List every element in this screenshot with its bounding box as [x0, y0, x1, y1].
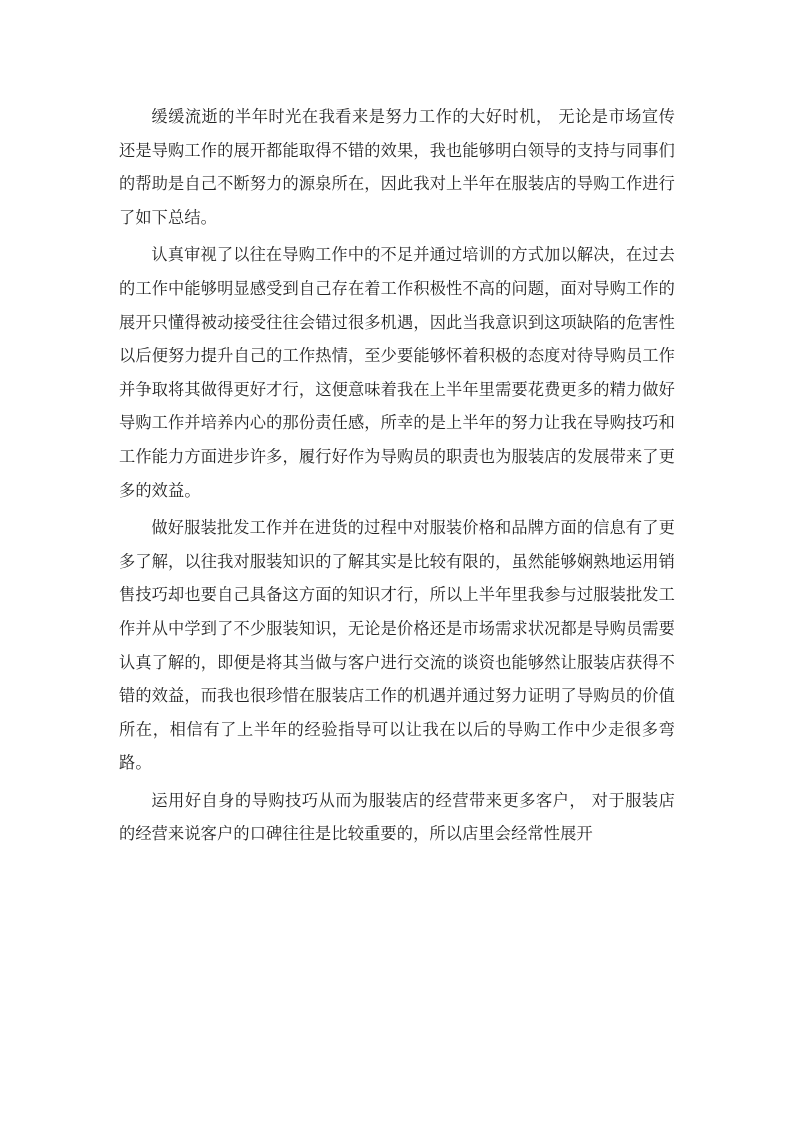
paragraph-3: 做好服装批发工作并在进货的过程中对服装价格和品牌方面的信息有了更多了解，以往我对服装知识的了解其实是比较有限的，虽然能够娴熟地运用销售技巧却也要自己具备这方面的知识才行，所以上半年里我参与过服装批发工作并从中学到了不少服装知识，无论是价格还是市场需求状况都是导购员需要认真了解的，即便是将其当做与客户进行交流的谈资也能够然让服装店获得不错的效益，而我也很珍惜在服装店工作的机遇并通过努力证明了导购员的价值所在，相信有了上半年的经验指导可以让我在以后的导购工作中少走很多弯路。: [119, 518, 675, 773]
paragraph-4: 运用好自身的导购技巧从而为服装店的经营带来更多客户， 对于服装店的经营来说客户的口碑往往是比较重要的，所以店里会经常性展开: [119, 790, 675, 844]
paragraph-1: 缓缓流逝的半年时光在我看来是努力工作的大好时机， 无论是市场宣传还是导购工作的展开都能取得不错的效果，我也能够明白领导的支持与同事们的帮助是自己不断努力的源泉所在，因此我对上半年在服装店的导购工作进行了如下总结。: [119, 107, 675, 227]
document-page: [119, 100, 675, 855]
paragraph-2: 认真审视了以往在导购工作中的不足并通过培训的方式加以解决，在过去的工作中能够明显感受到自己存在着工作积极性不高的问题，面对导购工作的展开只懂得被动接受往往会错过很多机遇，因此当我意识到这项缺陷的危害性以后便努力提升自己的工作热情，至少要能够怀着积极的态度对待导购员工作并争取将其做得更好才行，这便意味着我在上半年里需要花费更多的精力做好导购工作并培养内心的那份责任感，所幸的是上半年的努力让我在导购技巧和工作能力方面进步许多，履行好作为导购员的职责也为服装店的发展带来了更多的效益。: [119, 245, 675, 500]
